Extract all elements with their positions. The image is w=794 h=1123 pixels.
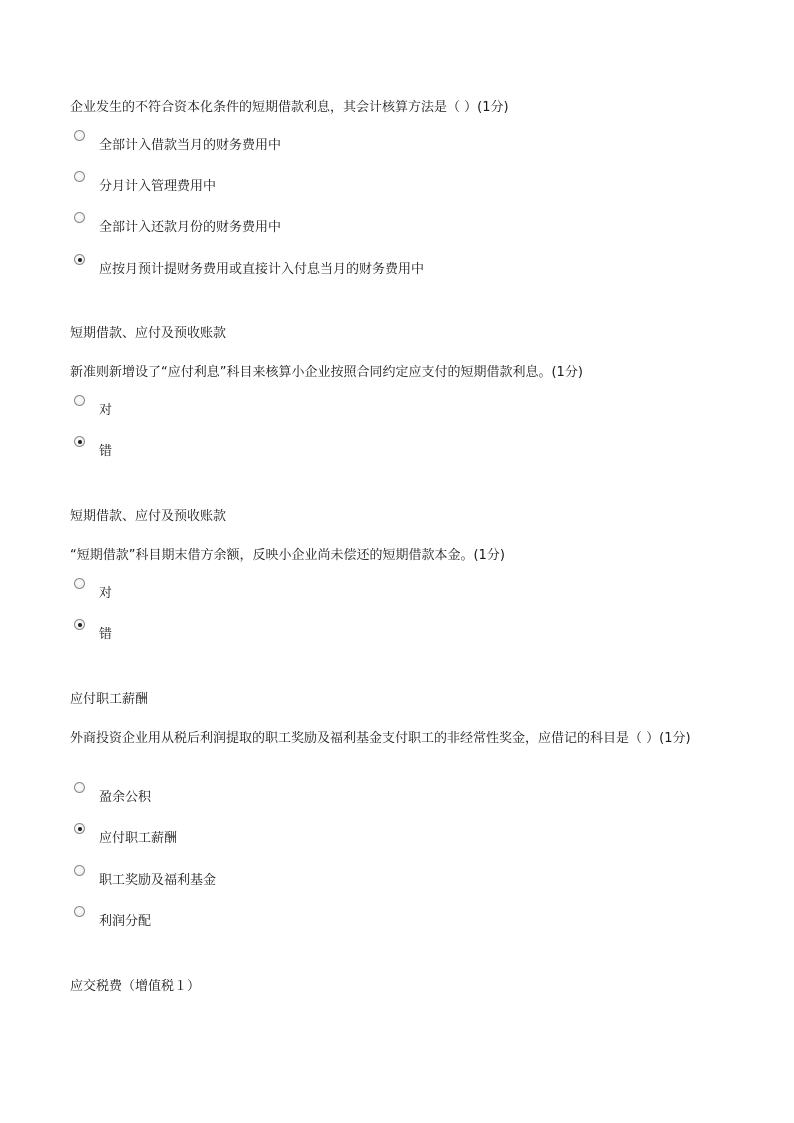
option-label: 盈余公积 <box>99 790 152 805</box>
radio-button-icon[interactable] <box>74 395 85 406</box>
q1-option-3[interactable] <box>74 214 281 236</box>
option-label: 职工奖励及福利基金 <box>99 873 217 888</box>
section-heading: 短期借款、应付及预收账款 <box>70 509 227 524</box>
radio-button-icon[interactable] <box>74 436 85 447</box>
q2-option-true[interactable] <box>74 397 112 419</box>
radio-button-icon[interactable] <box>74 619 85 630</box>
radio-button-icon[interactable] <box>74 171 85 182</box>
question-2-text: 新准则新增设了“应付利息”科目来核算小企业按照合同约定应支付的短期借款利息。(1分) <box>70 365 583 380</box>
option-label: 全部计入还款月份的财务费用中 <box>99 220 282 235</box>
question-1-text: 企业发生的不符合资本化条件的短期借款利息，其会计核算方法是（ ）(1分) <box>70 100 509 115</box>
q1-option-4[interactable] <box>74 256 424 278</box>
option-label: 对 <box>99 586 113 601</box>
section-heading: 应付职工薪酬 <box>70 692 149 707</box>
option-label: 分月计入管理费用中 <box>99 179 217 194</box>
option-label: 利润分配 <box>99 914 152 929</box>
q4-option-2[interactable] <box>74 825 177 847</box>
option-label: 错 <box>99 444 113 459</box>
radio-button-icon[interactable] <box>74 130 85 141</box>
option-label: 错 <box>99 627 113 642</box>
q4-option-1[interactable] <box>74 784 151 806</box>
option-label: 全部计入借款当月的财务费用中 <box>99 138 282 153</box>
option-label: 应按月预计提财务费用或直接计入付息当月的财务费用中 <box>99 262 425 277</box>
radio-button-icon[interactable] <box>74 212 85 223</box>
section-heading: 短期借款、应付及预收账款 <box>70 326 227 341</box>
radio-button-icon[interactable] <box>74 782 85 793</box>
radio-button-icon[interactable] <box>74 906 85 917</box>
q4-option-4[interactable] <box>74 908 151 930</box>
q3-option-true[interactable] <box>74 580 112 602</box>
q1-option-2[interactable] <box>74 173 216 195</box>
option-label: 应付职工薪酬 <box>99 831 178 846</box>
q2-option-false[interactable] <box>74 438 112 460</box>
radio-button-icon[interactable] <box>74 578 85 589</box>
question-3-text: “短期借款”科目期末借方余额，反映小企业尚未偿还的短期借款本金。(1分) <box>70 548 505 563</box>
section-heading: 应交税费（增值税１） <box>70 979 201 994</box>
option-label: 对 <box>99 403 113 418</box>
question-4-text: 外商投资企业用从税后利润提取的职工奖励及福利基金支付职工的非经常性奖金，应借记的科目是（ ）(1分) <box>70 731 691 746</box>
radio-button-icon[interactable] <box>74 254 85 265</box>
q4-option-3[interactable] <box>74 867 216 889</box>
radio-button-icon[interactable] <box>74 865 85 876</box>
q1-option-1[interactable] <box>74 132 281 154</box>
q3-option-false[interactable] <box>74 621 112 643</box>
radio-button-icon[interactable] <box>74 823 85 834</box>
